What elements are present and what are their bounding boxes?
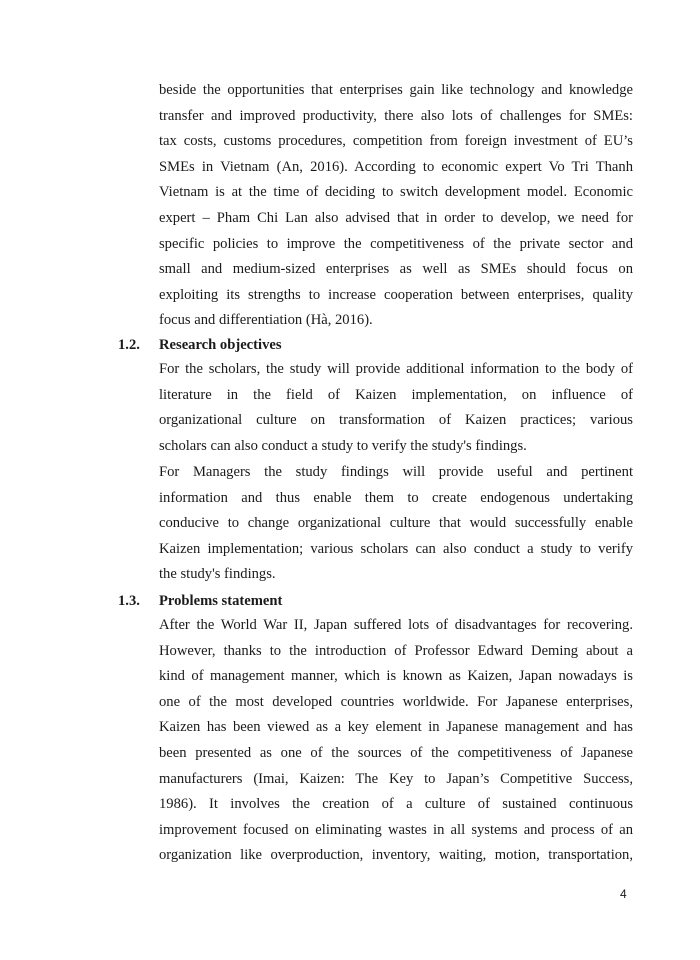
text-line: specific policies to improve the competitiveness of the private sector and [159, 235, 633, 252]
section-number: 1.3. [118, 593, 140, 609]
text-line: literature in the field of Kaizen implementation, on influence of [159, 386, 633, 403]
text-line: manufacturers (Imai, Kaizen: The Key to Japan’s Competitive Success, [159, 770, 633, 787]
text-line: transfer and improved productivity, there also lots of challenges for SMEs: [159, 107, 633, 124]
text-line: kind of management manner, which is known as Kaizen, Japan nowadays is [159, 668, 633, 685]
text-line: expert – Pham Chi Lan also advised that in order to develop, we need for [159, 209, 633, 226]
problems-statement-paragraph [159, 613, 633, 869]
section-number: 1.2. [118, 337, 140, 353]
section-title: Research objectives [159, 337, 282, 353]
text-line: organizational culture on transformation of Kaizen practices; various [159, 412, 633, 429]
text-line: tax costs, customs procedures, competition from foreign investment of EU’s [159, 133, 633, 150]
text-line: exploiting its strengths to increase cooperation between enterprises, quality [159, 286, 633, 303]
text-line: information and thus enable them to create endogenous undertaking [159, 489, 633, 506]
page-number: 4 [620, 887, 627, 901]
text-line: the study's findings. [159, 566, 276, 583]
text-line: Kaizen implementation; various scholars can also conduct a study to verify [159, 540, 633, 557]
text-line: For the scholars, the study will provide additional information to the body of [159, 361, 633, 377]
research-objectives-paragraph-2 [159, 460, 633, 588]
text-line: focus and differentiation (Hà, 2016). [159, 312, 373, 329]
text-line: After the World War II, Japan suffered lots of disadvantages for recovering. [159, 617, 633, 633]
section-title: Problems statement [159, 593, 283, 609]
text-line: Vietnam is at the time of deciding to switch development model. Economic [159, 184, 633, 201]
text-line: Kaizen has been viewed as a key element in Japanese management and has [159, 719, 633, 736]
text-line: For Managers the study findings will provide useful and pertinent [159, 464, 633, 480]
text-line: beside the opportunities that enterprises gain like technology and knowledge [159, 82, 633, 98]
text-line: SMEs in Vietnam (An, 2016). According to economic expert Vo Tri Thanh [159, 158, 633, 175]
text-line: scholars can also conduct a study to verify the study's findings. [159, 437, 527, 454]
text-line: However, thanks to the introduction of Professor Edward Deming about a [159, 642, 633, 659]
text-line: small and medium-sized enterprises as well as SMEs should focus on [159, 261, 633, 278]
research-objectives-paragraph-1 [159, 357, 633, 459]
text-line: one of the most developed countries worldwide. For Japanese enterprises, [159, 693, 633, 710]
text-line: conducive to change organizational culture that would successfully enable [159, 515, 633, 532]
section-heading-research-objectives [118, 335, 282, 355]
text-line: improvement focused on eliminating wastes in all systems and process of an [159, 821, 633, 838]
intro-paragraph [159, 78, 633, 334]
text-line: 1986). It involves the creation of a culture of sustained continuous [159, 796, 633, 813]
text-line: organization like overproduction, inventory, waiting, motion, transportation, [159, 847, 633, 864]
section-heading-problems-statement [118, 591, 282, 611]
text-line: been presented as one of the sources of the competitiveness of Japanese [159, 744, 633, 761]
